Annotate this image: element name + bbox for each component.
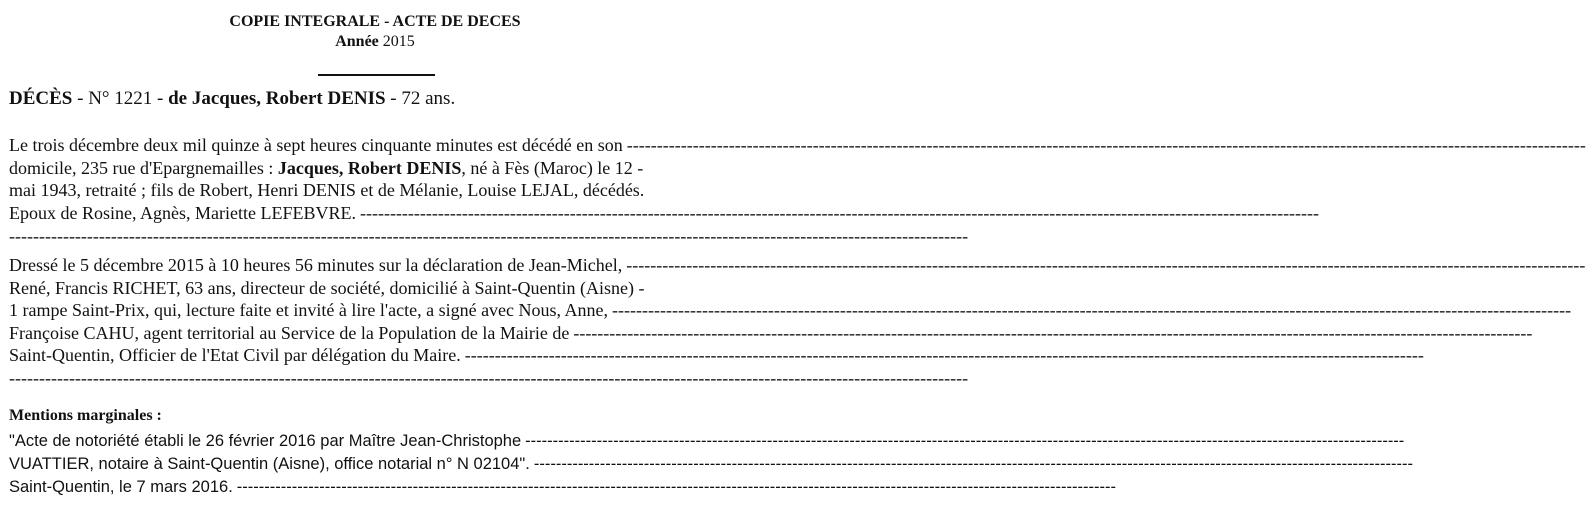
dash-filler: ----------------------------------------------------------------------------------------------------------------------------------------------------------------	[464, 345, 1424, 366]
deceased-name-inline: Jacques, Robert DENIS	[277, 157, 462, 178]
mentions-title: Mentions marginales :	[9, 407, 162, 424]
dash-filler: ----------------------------------------------------------------------------------------------------------------------------------------------------------------	[236, 478, 1116, 496]
year-value: 2015	[382, 33, 415, 50]
dash-separator: ----------------------------------------------------------------------------------------------------------------------------------------------------------------	[9, 226, 969, 246]
dash-filler: ----------------------------------------------------------------------------------------------------------------------------------------------------------------	[612, 300, 1572, 321]
mentions-paragraph	[9, 430, 1413, 499]
p2-line-3: 1 rampe Saint-Prix, qui, lecture faite et invité à lire l'acte, a signé avec Nous, Anne,	[9, 300, 609, 321]
p1-line-3: mai 1943, retraité ; fils de Robert, Henri DENIS et de Mélanie, Louise LEJAL, décédés.	[9, 180, 645, 201]
dash-separator: ----------------------------------------------------------------------------------------------------------------------------------------------------------------	[9, 368, 969, 388]
header-divider	[318, 74, 435, 76]
dash-filler: ----------------------------------------------------------------------------------------------------------------------------------------------------------------	[626, 255, 1586, 275]
year-label: Année	[335, 33, 379, 50]
p1-line-4: Epoux de Rosine, Agnès, Mariette LEFEBVRE.	[9, 202, 356, 223]
dash-filler: ----------------------------------------------------------------------------------------------------------------------------------------------------------------	[525, 432, 1405, 450]
deces-number: N° 1221	[88, 88, 153, 109]
declaration-paragraph	[9, 254, 1586, 367]
mentions-line-2: VUATTIER, notaire à Saint-Quentin (Aisne), office notarial n° N 02104".	[9, 455, 530, 473]
mentions-line-1: "Acte de notoriété établi le 26 février 2016 par Maître Jean-Christophe	[9, 432, 522, 450]
dash-filler: ----------------------------------------------------------------------------------------------------------------------------------------------------------------	[626, 135, 1586, 155]
p2-line-5: Saint-Quentin, Officier de l'Etat Civil par délégation du Maire.	[9, 345, 461, 366]
p1-line-2: domicile, 235 rue d'Epargnemailles : Jacques, Robert DENIS, né à Fès (Maroc) le 12 -	[9, 157, 644, 178]
deces-label: DÉCÈS	[9, 88, 73, 109]
document-title: COPIE INTEGRALE - ACTE DE DECES	[229, 13, 521, 30]
dash-filler: ----------------------------------------------------------------------------------------------------------------------------------------------------------------	[359, 202, 1320, 223]
dash-filler: ----------------------------------------------------------------------------------------------------------------------------------------------------------------	[533, 455, 1413, 473]
p2-line-4: Françoise CAHU, agent territorial au Service de la Population de la Mairie de	[9, 322, 570, 343]
deceased-name: de Jacques, Robert DENIS	[168, 88, 386, 109]
document-year	[0, 33, 750, 51]
p2-line-1: Dressé le 5 décembre 2015 à 10 heures 56 minutes sur la déclaration de Jean-Michel,	[9, 255, 623, 275]
dash-filler: ----------------------------------------------------------------------------------------------------------------------------------------------------------------	[573, 322, 1533, 343]
p1-line-1: Le trois décembre deux mil quinze à sept heures cinquante minutes est décédé en son	[9, 135, 623, 155]
mentions-line-3: Saint-Quentin, le 7 mars 2016.	[9, 478, 233, 496]
deceased-age: 72 ans.	[401, 88, 456, 109]
death-record-paragraph	[9, 134, 1586, 224]
deces-heading: DÉCÈS - N° 1221 - de Jacques, Robert DENIS - 72 ans.	[9, 88, 456, 109]
p2-line-2: René, Francis RICHET, 63 ans, directeur de société, domicilié à Saint-Quentin (Aisne) -	[9, 277, 645, 298]
